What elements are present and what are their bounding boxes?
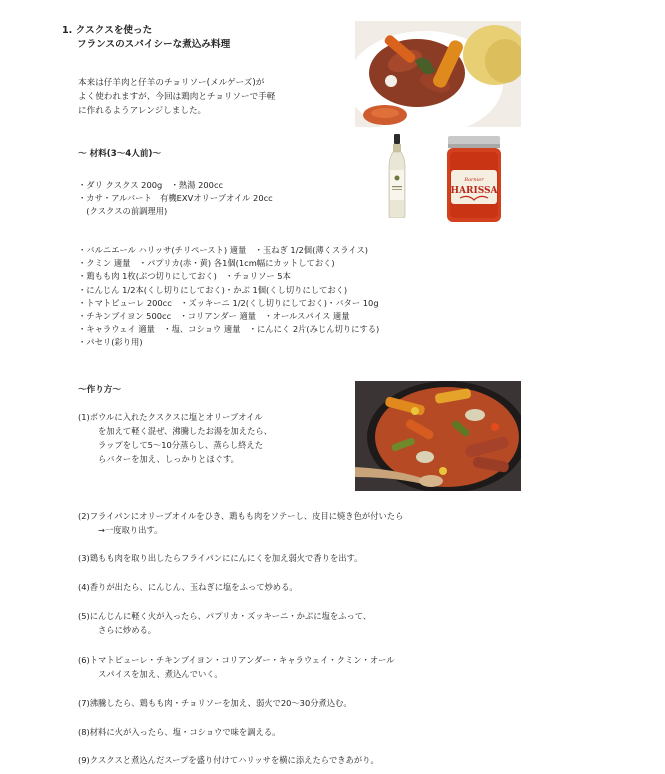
step-8 <box>78 725 280 739</box>
step-line: (7)沸騰したら、鶏もも肉・チョリソーを加え、弱火で20〜30分煮込む。 <box>78 698 352 708</box>
step-line: (2)フライパンにオリーブオイルをひき、鶏もも肉をソテーし、皮目に焼き色が付いたら <box>78 511 404 521</box>
list-item: ・カサ・アルバート 有機EXVオリーブオイル 20cc <box>78 193 273 204</box>
step-line: (6)トマトピューレ・チキンブイヨン・コリアンダー・キャラウェイ・クミン・オール <box>78 655 395 665</box>
ingredients-heading: 〜 材料(3〜4人前)〜 <box>78 149 161 159</box>
step-line: さらに炒める。 <box>98 625 157 635</box>
ingredients-list-2 <box>78 244 379 350</box>
ingredients-list-1 <box>78 179 273 219</box>
step-9 <box>78 753 379 767</box>
step-line: →一度取り出す。 <box>98 525 163 535</box>
list-item: (クスクスの前調理用) <box>78 206 168 217</box>
method-heading: 〜作り方〜 <box>78 385 121 395</box>
list-item: ・鶏もも肉 1枚(ぶつ切りにしておく) ・チョリソー 5本 <box>78 271 291 282</box>
list-item: ・クミン 適量 ・パプリカ(赤・黄) 各1個(1cm幅にカットしておく) <box>78 258 335 269</box>
list-item: ・パセリ(彩り用) <box>78 337 143 348</box>
harissa-jar-photo <box>446 136 502 222</box>
step-line: (5)にんじんに軽く火が入ったら、パプリカ・ズッキーニ・かぶに塩をふって、 <box>78 611 372 621</box>
olive-oil-bottle-photo <box>386 134 408 218</box>
step-line: ラップをして5〜10分蒸らし、蒸らし終えた <box>98 440 264 450</box>
step-3 <box>78 551 362 565</box>
step-line: (4)香りが出たら、にんじん、玉ねぎに塩をふって炒める。 <box>78 582 298 592</box>
dish-photo <box>355 21 521 127</box>
recipe-title <box>62 24 230 52</box>
intro-line: 本来は仔羊肉と仔羊のチョリソー(メルゲーズ)が <box>78 78 265 88</box>
step-6 <box>78 653 395 681</box>
list-item: ・キャラウェイ 適量 ・塩、コショウ 適量 ・にんにく 2片(みじん切りにする) <box>78 324 380 335</box>
step-4 <box>78 580 298 594</box>
recipe-title-line2: フランスのスパイシーな煮込み料理 <box>77 39 231 50</box>
step-line: (8)材料に火が入ったら、塩・コショウで味を調える。 <box>78 727 281 737</box>
list-item: ・バルニエール ハリッサ(チリペースト) 適量 ・玉ねぎ 1/2個(薄くスライス) <box>78 245 369 255</box>
step-line: (3)鶏もも肉を取り出したらフライパンににんにくを加え弱火で香りを出す。 <box>78 553 363 563</box>
intro-line: よく使われますが、今回は鶏肉とチョリソーで手軽 <box>78 92 276 102</box>
recipe-title-line1: 1. クスクスを使った <box>62 25 153 36</box>
list-item: ・チキンブイヨン 500cc ・コリアンダー 適量 ・オールスパイス 適量 <box>78 311 350 322</box>
jar-brand-text: Barnier <box>464 177 484 183</box>
step-5 <box>78 609 371 637</box>
list-item: ・ダリ クスクス 200g ・熱湯 200cc <box>78 180 224 190</box>
jar-label-text: HARISSA <box>450 186 498 196</box>
step-line: らバターを加え、しっかりとほぐす。 <box>98 454 239 464</box>
list-item: ・トマトピューレ 200cc ・ズッキーニ 1/2(くし切りにしておく)・バター 10g <box>78 297 379 308</box>
pan-photo <box>355 381 521 491</box>
step-2 <box>78 509 403 537</box>
step-line: (1)ボウルに入れたクスクスに塩とオリーブオイル <box>78 412 263 422</box>
step-line: スパイスを加え、煮込んでいく。 <box>98 669 223 679</box>
step-1 <box>78 410 272 466</box>
step-7 <box>78 696 352 710</box>
step-line: を加えて軽く混ぜ、沸騰したお湯を加えたら、 <box>98 426 272 436</box>
step-line: (9)クスクスと煮込んだスープを盛り付けてハリッサを横に添えたらできあがり。 <box>78 755 379 765</box>
intro-text <box>78 76 275 118</box>
list-item: ・にんじん 1/2本(くし切りにしておく)・かぶ 1個(くし切りにしておく) <box>78 284 348 295</box>
intro-line: に作れるようアレンジしました。 <box>78 106 207 116</box>
